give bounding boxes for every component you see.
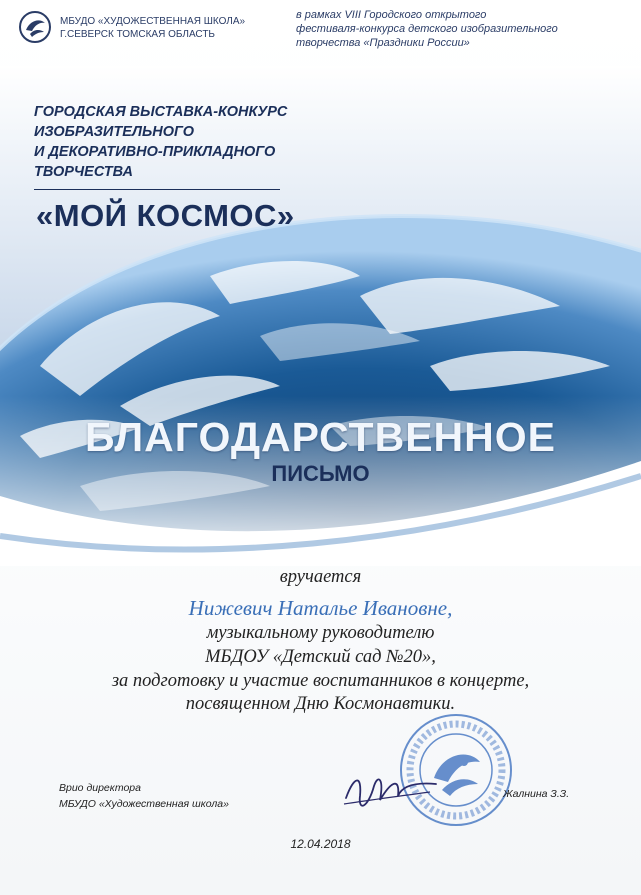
signatory-title [59, 780, 229, 812]
heading-divider [34, 189, 280, 190]
organization-header [60, 15, 245, 41]
recipient-position: музыкальному руководителю [206, 623, 435, 643]
festival-note [296, 8, 626, 50]
contest-name: «МОЙ КОСМОС» [36, 198, 295, 233]
festival-line-3: творчества «Праздники России» [296, 37, 470, 49]
document-title: БЛАГОДАРСТВЕННОЕ [84, 414, 557, 460]
festival-line-1: в рамках VIII Городского открытого [296, 9, 487, 21]
signatory-organization: МБУДО «Художественная школа» [59, 798, 229, 810]
document-subtitle: ПИСЬМО [271, 461, 370, 486]
awarded-label: вручается [279, 567, 362, 587]
award-occasion: посвященном Дню Космонавтики. [185, 694, 456, 714]
exhibition-line-1: ГОРОДСКАЯ ВЫСТАВКА-КОНКУРС [34, 104, 288, 120]
exhibition-line-3: И ДЕКОРАТИВНО-ПРИКЛАДНОГО [34, 144, 276, 160]
award-reason: за подготовку и участие воспитанников в концерте, [111, 671, 530, 691]
dove-logo-icon [18, 10, 52, 44]
signatory-position: Врио директора [59, 782, 141, 794]
recipient-name: Нижевич Наталье Ивановне, [188, 596, 453, 620]
organization-name: МБУДО «ХУДОЖЕСТВЕННАЯ ШКОЛА» [60, 16, 246, 27]
recipient-organization: МБДОУ «Детский сад №20», [205, 647, 436, 667]
festival-line-2: фестиваля-конкурса детского изобразительного [296, 23, 558, 35]
organization-city: Г.СЕВЕРСК ТОМСКАЯ ОБЛАСТЬ [60, 29, 215, 40]
exhibition-heading [34, 102, 287, 182]
exhibition-line-4: ТВОРЧЕСТВА [34, 164, 134, 180]
signatory-name: Жалнина З.З. [503, 788, 570, 800]
issue-date: 12.04.2018 [290, 837, 351, 851]
handwritten-signature [340, 756, 440, 826]
exhibition-line-2: ИЗОБРАЗИТЕЛЬНОГО [34, 124, 195, 140]
